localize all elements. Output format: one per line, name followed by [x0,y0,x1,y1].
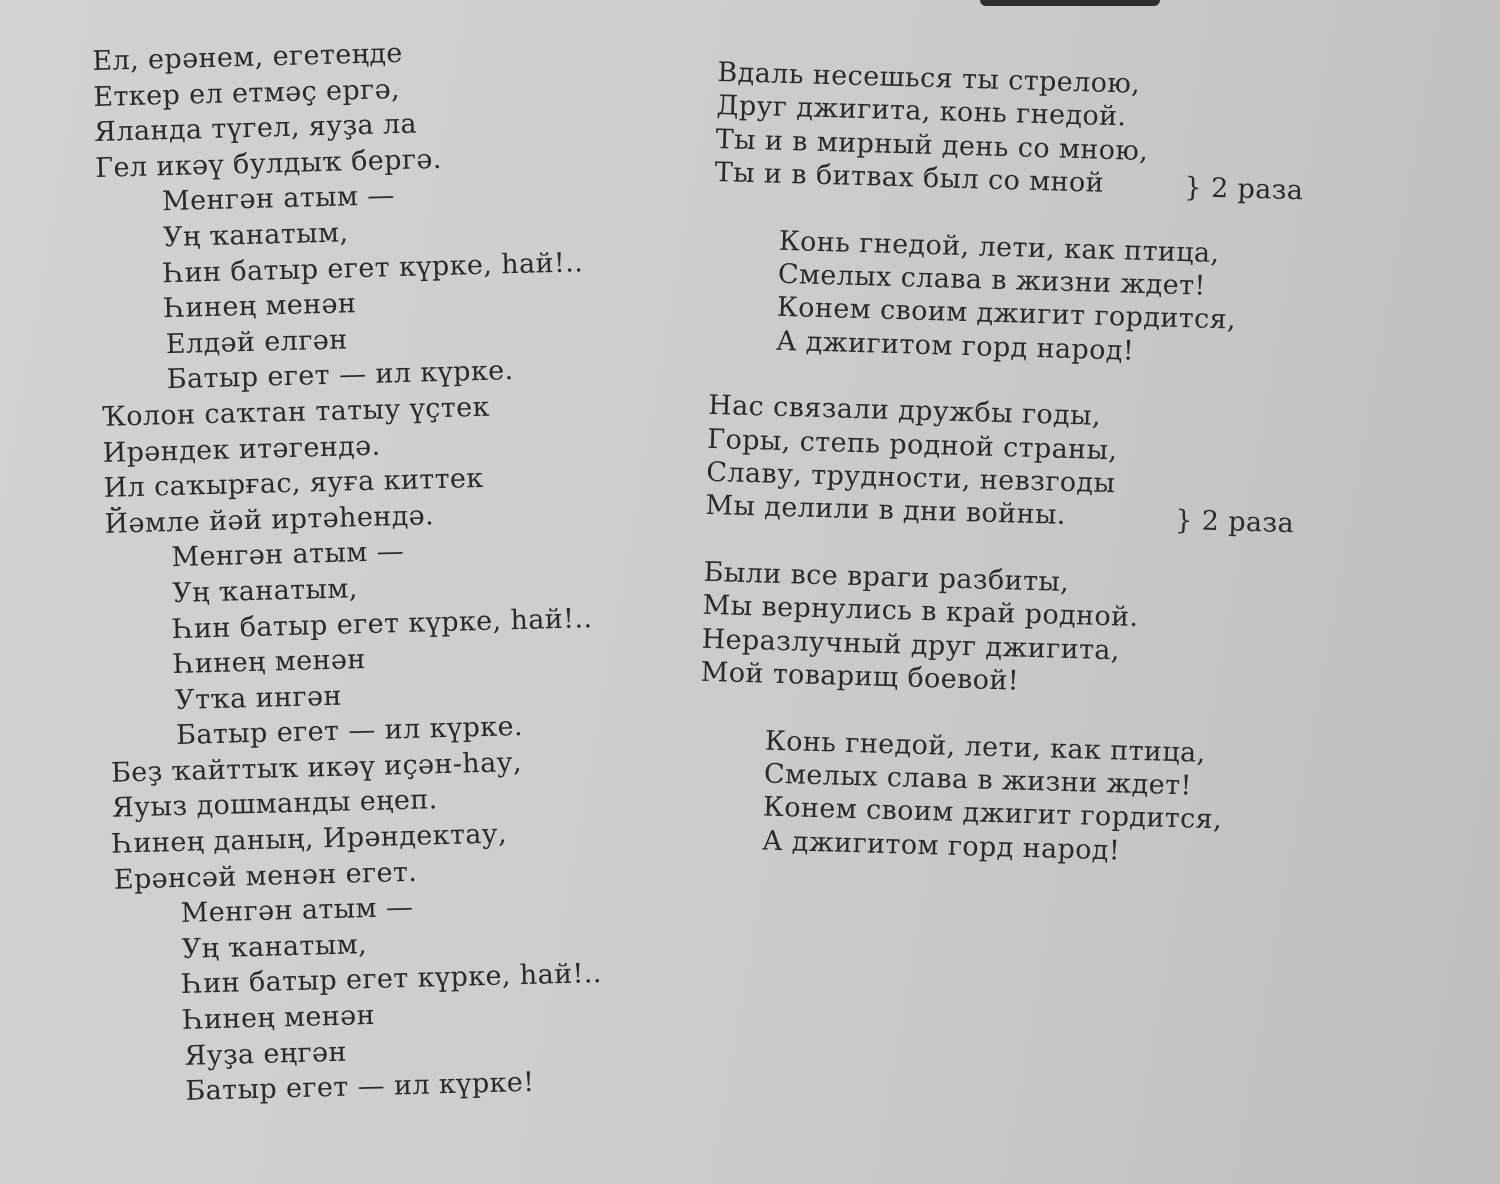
verse-line: Ирәндек итәгендә. [102,430,381,469]
verse-line: Горы, степь родной страны, [706,423,1118,466]
russian-lyrics-column [696,56,1358,874]
chorus-line: Конем своим джигит гордится, [762,791,1223,836]
chorus-line: Менгән атым — [180,892,414,930]
chorus-line: Батыр егет — ил күрке. [166,355,514,396]
verse-line: Һинең даның, Ирәндектау, [112,818,508,860]
verse-line: Ты и в битвах был со мной [714,157,1105,200]
chorus-line: А джигитом горд народ! [761,825,1121,867]
chorus-line: Конь гнедой, лети, как птица, [778,225,1220,269]
bashkir-lyrics-column [92,28,720,1111]
verse-line: Славу, трудности, невзгоды [705,456,1116,500]
chorus-line: Һинең менән [164,288,357,325]
verse-line: Были все враги разбиты, [703,556,1070,598]
chorus-line: Һинең менән [173,644,367,681]
page-edge-shadow [980,0,1160,6]
chorus-line: Менгән атым — [171,536,405,574]
chorus-line: Конь гнедой, лети, как птица, [764,725,1206,769]
chorus-line: Уң ҡанатым, [162,217,349,254]
verse-line: Ты и в мирный день со мною, [715,123,1149,167]
chorus-line: Батыр егет — ил күрке! [185,1066,535,1108]
verse-line: Неразлучный друг джигита, [701,623,1121,667]
chorus-line: Конем своим джигит гордится, [776,292,1237,336]
chorus-1 [710,223,1353,374]
chorus-line: Смелых слава в жизни ждет! [763,758,1193,802]
stanza-1 [714,56,1357,207]
verse-line: Мы делили в дни войны. [705,490,1067,532]
chorus-line: Уң ҡанатым, [181,928,368,965]
verse-line: Йәмле йәй иртәһендә. [104,499,435,540]
chorus-line: Һин батыр егет күрке, һай!.. [163,246,584,289]
verse-line: Вдаль несешься ты стрелою, [717,56,1141,100]
verse-line: Ил саҡырғас, яуға киттек [103,463,484,504]
verse-line: Друг джигита, конь гнедой. [716,90,1127,133]
chorus-line: Менгән атым — [161,180,396,218]
verse-line: Яуыз дошманды еңеп. [111,784,439,825]
verse-line: Ел, ерәнем, егетеңде [92,37,404,77]
chorus-line: Елдәй елгән [165,324,348,360]
verse-line: Беҙ ҡайттыҡ икәү иҫән-һау, [110,746,523,789]
chorus-line: Уң ҡанатым, [172,573,359,609]
verse-line: Мой товарищ боевой! [700,656,1020,697]
chorus-line: Һин батыр егет күрке, һай!.. [172,602,593,645]
chorus-line: Һин батыр егет күрке, һай!.. [182,958,603,1001]
stanza-2 [705,389,1348,540]
chorus-line: Яуҙа еңгән [184,1036,348,1072]
verse-line: Ҡолон саҡтан татыу үҫтек [101,391,491,433]
repeat-marker: } 2 раза [1174,505,1295,540]
repeat-marker: } 2 раза [1184,172,1304,207]
verse-line: Ерәнсәй менән егет. [113,856,418,896]
chorus-line: Һинең менән [183,999,376,1036]
chorus-line: Батыр егет — ил күрке. [175,711,524,752]
chorus-line: А джигитом горд народ! [775,325,1135,367]
verse-line: Еткер ел етмәҫ ергә, [92,73,401,113]
chorus-line: Смелых слава в жизни ждет! [777,258,1207,302]
verse-line: Яланда түгел, яуҙа ла [93,108,418,149]
stanza-3 [700,556,1343,707]
chorus-line: Утҡа ингән [174,680,343,716]
chorus-2 [696,722,1339,873]
verse-line: Гел икәү булдыҡ бергә. [94,143,443,184]
verse-line: Нас связали дружбы годы, [707,390,1102,433]
verse-line: Мы вернулись в край родной. [702,590,1139,634]
